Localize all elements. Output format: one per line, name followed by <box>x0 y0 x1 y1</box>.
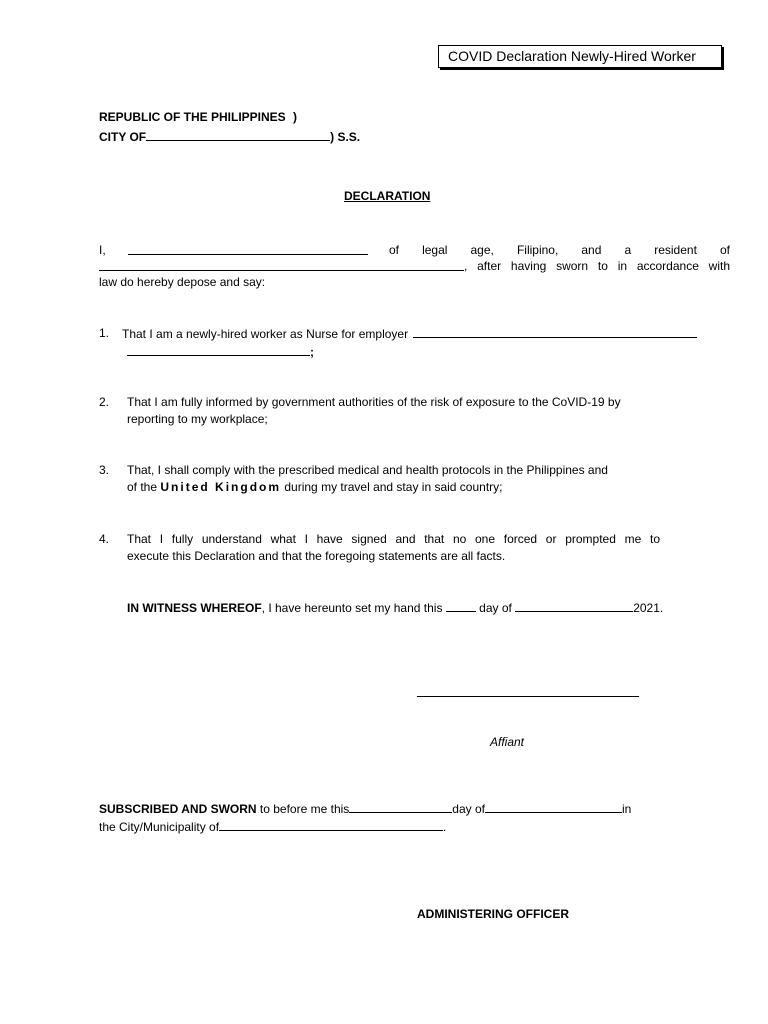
affiant-signature-line[interactable] <box>417 696 639 697</box>
employer-blank[interactable] <box>413 325 697 338</box>
item-3-line-2 <box>127 479 502 496</box>
witness-bold: IN WITNESS WHEREOF <box>127 601 262 615</box>
item-4-line-2: execute this Declaration and that the foregoing statements are all facts. <box>127 549 506 563</box>
subscribed-period: . <box>443 820 447 834</box>
municipality-blank[interactable] <box>219 818 443 831</box>
residence-blank[interactable] <box>99 258 464 271</box>
employer-blank-2[interactable] <box>127 343 310 356</box>
item-3-number: 3. <box>99 463 110 477</box>
intro-i-label: I, <box>99 243 106 257</box>
document-title: DECLARATION <box>344 189 431 203</box>
item-4-line-1: That I fully understand what I have signed and that no one forced or prompted me to <box>127 532 660 546</box>
item-2-line-1: That I am fully informed by government authorities of the risk of exposure to the CoVID-19 by <box>127 395 621 409</box>
item-3-country: United Kingdom <box>160 480 282 494</box>
venue-republic <box>99 109 297 125</box>
item-1-text: That I am a newly-hired worker as Nurse for employer <box>122 327 409 341</box>
intro-after-sworn: , after having sworn to in accordance with <box>464 259 730 273</box>
venue-city <box>99 128 360 145</box>
witness-month-blank[interactable] <box>515 599 633 612</box>
witness-text-1: , I have hereunto set my hand this <box>261 601 443 615</box>
intro-line-1 <box>99 242 730 258</box>
item-3-prefix: of the <box>127 480 158 494</box>
intro-depose: law do hereby depose and say: <box>99 275 266 289</box>
subscribed-month-blank[interactable] <box>485 800 622 813</box>
item-3-suffix: during my travel and stay in said country; <box>284 480 503 494</box>
subscribed-line-2 <box>99 818 446 835</box>
subscribed-text-3: in <box>622 802 632 816</box>
republic-text: REPUBLIC OF THE PHILIPPINES <box>99 110 286 124</box>
item-3-line-1: That, I shall comply with the prescribed medical and health protocols in the Philippines and <box>127 463 608 477</box>
item-2-number: 2. <box>99 395 110 409</box>
item-2-line-2: reporting to my workplace; <box>127 412 268 426</box>
witness-day-blank[interactable] <box>446 599 476 612</box>
subscribed-line-1 <box>99 800 631 817</box>
witness-clause <box>127 599 663 616</box>
item-1-number: 1. <box>99 326 110 340</box>
witness-year: 2021. <box>633 601 664 615</box>
item-4-number: 4. <box>99 532 110 546</box>
administering-officer-label: ADMINISTERING OFFICER <box>417 907 569 921</box>
city-blank[interactable] <box>146 128 330 141</box>
subscribed-bold: SUBSCRIBED AND SWORN <box>99 802 257 816</box>
affiant-label: Affiant <box>490 735 525 749</box>
subscribed-text-1: to before me this <box>259 802 350 816</box>
subscribed-city-prefix: the City/Municipality of <box>99 820 220 834</box>
city-suffix: ) S.S. <box>330 130 361 144</box>
city-prefix: CITY OF <box>99 130 147 144</box>
subscribed-text-2: day of <box>452 802 485 816</box>
item-1-line-1 <box>122 325 697 342</box>
form-type-label: COVID Declaration Newly-Hired Worker <box>438 45 722 68</box>
name-blank[interactable] <box>128 242 368 255</box>
intro-legal-age: of legal age, Filipino, and a resident of <box>389 243 730 257</box>
item-1-line-2 <box>127 343 314 360</box>
item-1-semicolon: ; <box>310 345 314 359</box>
witness-text-2: day of <box>479 601 512 615</box>
republic-paren: ) <box>293 110 298 124</box>
subscribed-day-blank[interactable] <box>349 800 452 813</box>
